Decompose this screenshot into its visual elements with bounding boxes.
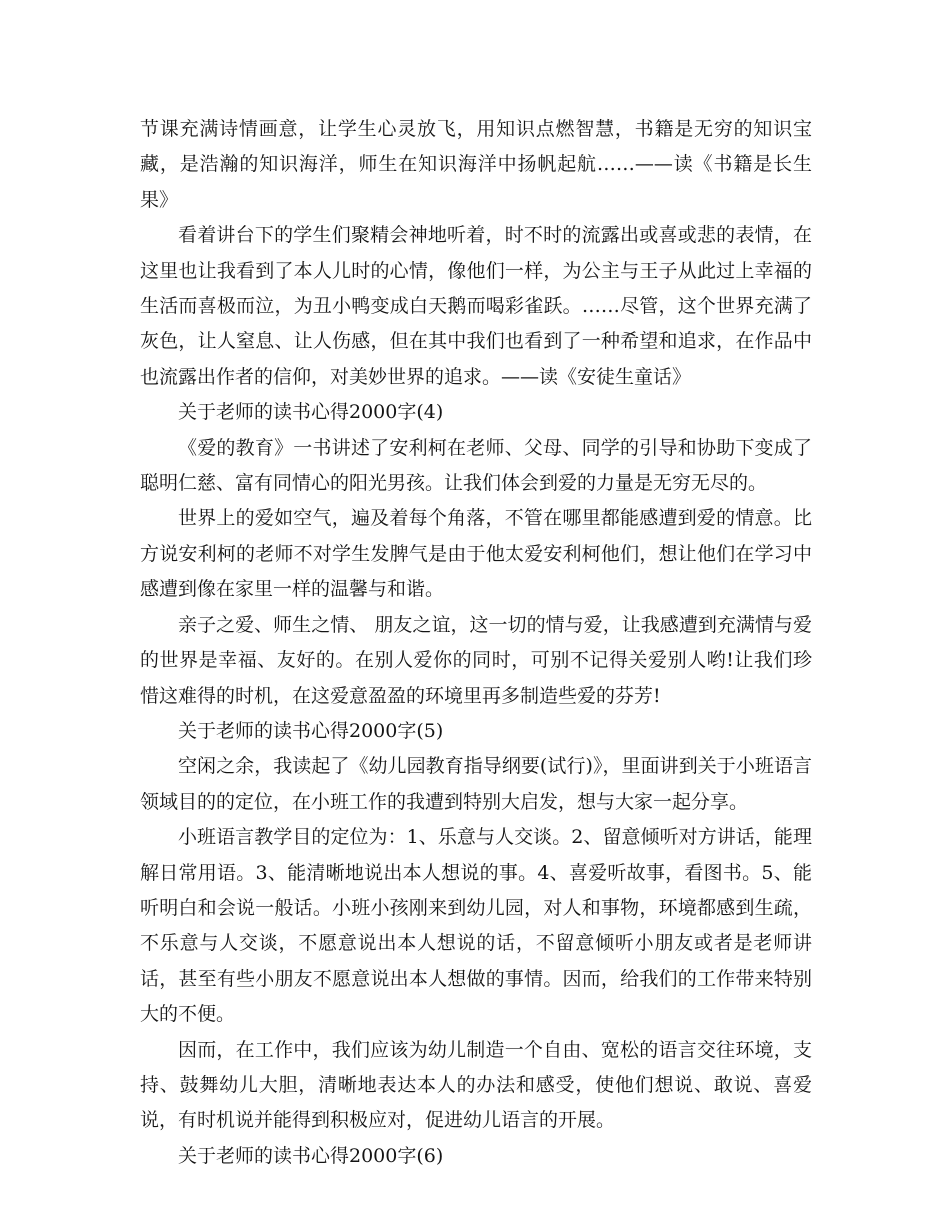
section-heading: 关于老师的读书心得2000字(6) (178, 1144, 444, 1167)
paragraph: 看着讲台下的学生们聚精会神地听着，时不时的流露出或喜或悲的表情，在这里也让我看到了本人儿时的心情，像他们一样，为公主与王子从此过上幸福的生活而喜极而泣，为丑小鸭变成白天鹅而喝彩雀跃。……尽管，这个世界充满了灰色，让人窒息、让人伤感，但在其中我们也看到了一种希望和追求，在作品中也流露出作者的信仰，对美妙世界的追求。——读《安徒生童话》 (140, 224, 812, 388)
paragraph: 空闲之余，我读起了《幼儿园教育指导纲要(试行)》，里面讲到关于小班语言领域目的的定位，在小班工作的我遭到特别大启发，想与大家一起分享。 (140, 755, 812, 813)
paragraph: 因而，在工作中，我们应该为幼儿制造一个自由、宽松的语言交往环境，支持、鼓舞幼儿大胆，清晰地表达本人的办法和感受，使他们想说、敢说、喜爱说，有时机说并能得到积极应对，促进幼儿语言的开展。 (140, 1038, 812, 1132)
paragraph-continued: 节课充满诗情画意，让学生心灵放飞，用知识点燃智慧，书籍是无穷的知识宝藏，是浩瀚的知识海洋，师生在知识海洋中扬帆起航……——读《书籍是长生果》 (140, 118, 812, 211)
paragraph: 世界上的爱如空气，遍及着每个角落，不管在哪里都能感遭到爱的情意。比方说安利柯的老师不对学生发脾气是由于他太爱安利柯他们，想让他们在学习中感遭到像在家里一样的温馨与和谐。 (140, 507, 812, 601)
section-heading: 关于老师的读书心得2000字(5) (178, 719, 444, 742)
paragraph: 《爱的教育》一书讲述了安利柯在老师、父母、同学的引导和协助下变成了聪明仁慈、富有同情心的阳光男孩。让我们体会到爱的力量是无穷无尽的。 (140, 436, 812, 495)
paragraph: 亲子之爱、师生之情、 朋友之谊，这一切的情与爱，让我感遭到充满情与爱的世界是幸福、友好的。在别人爱你的同时，可别不记得关爱别人哟!让我们珍惜这难得的时机，在这爱意盈盈的环境里再多制造些爱的芬芳! (140, 613, 812, 707)
document-page (140, 112, 812, 1174)
paragraph: 小班语言教学目的定位为：1、乐意与人交谈。2、留意倾听对方讲话，能理解日常用语。3、能清晰地说出本人想说的事。4、喜爱听故事，看图书。5、能听明白和会说一般话。小班小孩刚来到幼儿园，对人和事物，环境都感到生疏，不乐意与人交谈，不愿意说出本人想说的话，不留意倾听小朋友或者是老师讲话，甚至有些小朋友不愿意说出本人想做的事情。因而，给我们的工作带来特别大的不便。 (140, 826, 812, 1026)
section-heading: 关于老师的读书心得2000字(4) (178, 401, 444, 424)
